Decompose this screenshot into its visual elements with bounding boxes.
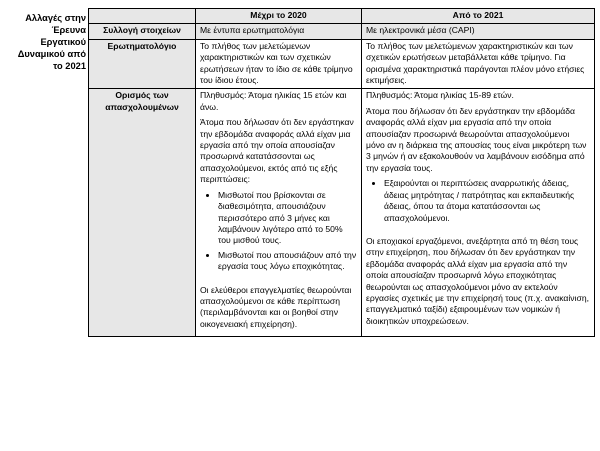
exceptions-list-until [200, 190, 357, 273]
list-item: • Μισθωτοί που απουσιάζουν από την εργασία τους λόγω εποχικότητας. [218, 250, 357, 273]
intro-from: Άτομα που δήλωσαν ότι δεν εργάστηκαν την εβδομάδα αναφοράς αλλά είχαν μια εργασία από την οποία απουσίαζαν προσωρινά θεωρούνται απασχολούμενοι μόνο αν η διάρκεια της απουσίας τους είναι μικρότερη των 3 μηνών ή αν εξακολουθούν να λαμβάνουν εισόδημα από την εργασία τους. [366, 105, 587, 173]
population-until: Πληθυσμός: Άτομα ηλικίας 15 ετών και άνω. [200, 90, 347, 112]
exceptions-list-from [366, 178, 590, 224]
header-until-2020: Μέχρι το 2020 [196, 9, 362, 24]
closing-from: Οι εποχιακοί εργαζόμενοι, ανεξάρτητα από τη θέση τους στην επιχείρηση, που δήλωσαν ότι δεν εργάστηκαν την εβδομάδα αναφοράς αλλά είχαν μια εργασία από την οποία απουσίαζαν προσωρινά λόγω εποχικότητας θεωρούνται ως απασχολούμενοι μόνο αν εκτελούν εργασίες σχετικές με την επιχείρησή τους (π.χ. ανακαίνιση, επαγγελματικό ταξίδι) εξαιρουμένων των νομικών ή διοικητικών υποχρεώσεων. [366, 235, 589, 326]
row-questionnaire [89, 39, 595, 89]
header-from-2021: Από το 2021 [362, 9, 595, 24]
header-row [89, 9, 595, 24]
cell-questionnaire-from: Το πλήθος των μελετώμενων χαρακτηριστικών και των σχετικών ερωτήσεων μεταβάλλεται κάθε τρίμηνο. Για ορισμένα χαρακτηριστικά παράγονται πλέον μόνο ετήσιες εκτιμήσεις. [362, 39, 595, 89]
list-item: • Μισθωτοί που βρίσκονται σε διαθεσιμότητα, απουσιάζουν περισσότερο από 3 μήνες και λαμβάνουν λιγότερο από το 50% του μισθού τους. [218, 190, 357, 247]
changes-table [88, 8, 595, 337]
population-from: Πληθυσμός: Άτομα ηλικίας 15-89 ετών. [366, 90, 514, 101]
cell-collection-from: Με ηλεκτρονικά μέσα (CAPI) [362, 24, 595, 39]
intro-until: Άτομα που δήλωσαν ότι δεν εργάστηκαν την εβδομάδα αναφοράς αλλά είχαν μια εργασία από την οποία απουσίαζαν προσωρινά κατατάσσονται ως απασχολούμενοι, εκτός από τις εξής περιπτώσεις: [200, 117, 354, 185]
cell-questionnaire-until: Το πλήθος των μελετώμενων χαρακτηριστικών και των σχετικών ερωτήσεων ήταν το ίδιο σε κάθε τρίμηνο του ίδιου έτους. [196, 39, 362, 89]
row-label-collection: Συλλογή στοιχείων [89, 24, 196, 39]
row-employed-definition [89, 89, 595, 337]
cell-definition-until [196, 89, 362, 337]
cell-collection-until: Με έντυπα ερωτηματολόγια [196, 24, 362, 39]
side-title: Αλλαγές στην Έρευνα Εργατικού Δυναμικού από το 2021 [17, 13, 86, 71]
closing-until: Οι ελεύθεροι επαγγελματίες θεωρούνται απασχολούμενοι σε κάθε περίπτωση (περιλαμβάνονται και οι βοηθοί στην οικογενειακή επιχείρηση). [200, 284, 352, 329]
header-empty-cell [89, 9, 196, 24]
cell-definition-from [362, 89, 595, 337]
row-label-definition: Ορισμός των απασχολουμένων [89, 89, 196, 337]
list-item: • Εξαιρούνται οι περιπτώσεις αναρρωτικής άδειας, άδειας μητρότητας / πατρότητας και εκπαιδευτικής άδειας, όπου τα άτομα κατατάσσονται ως απασχολούμενοι. [384, 178, 590, 224]
row-label-questionnaire: Ερωτηματολόγιο [89, 39, 196, 89]
row-data-collection [89, 24, 595, 39]
